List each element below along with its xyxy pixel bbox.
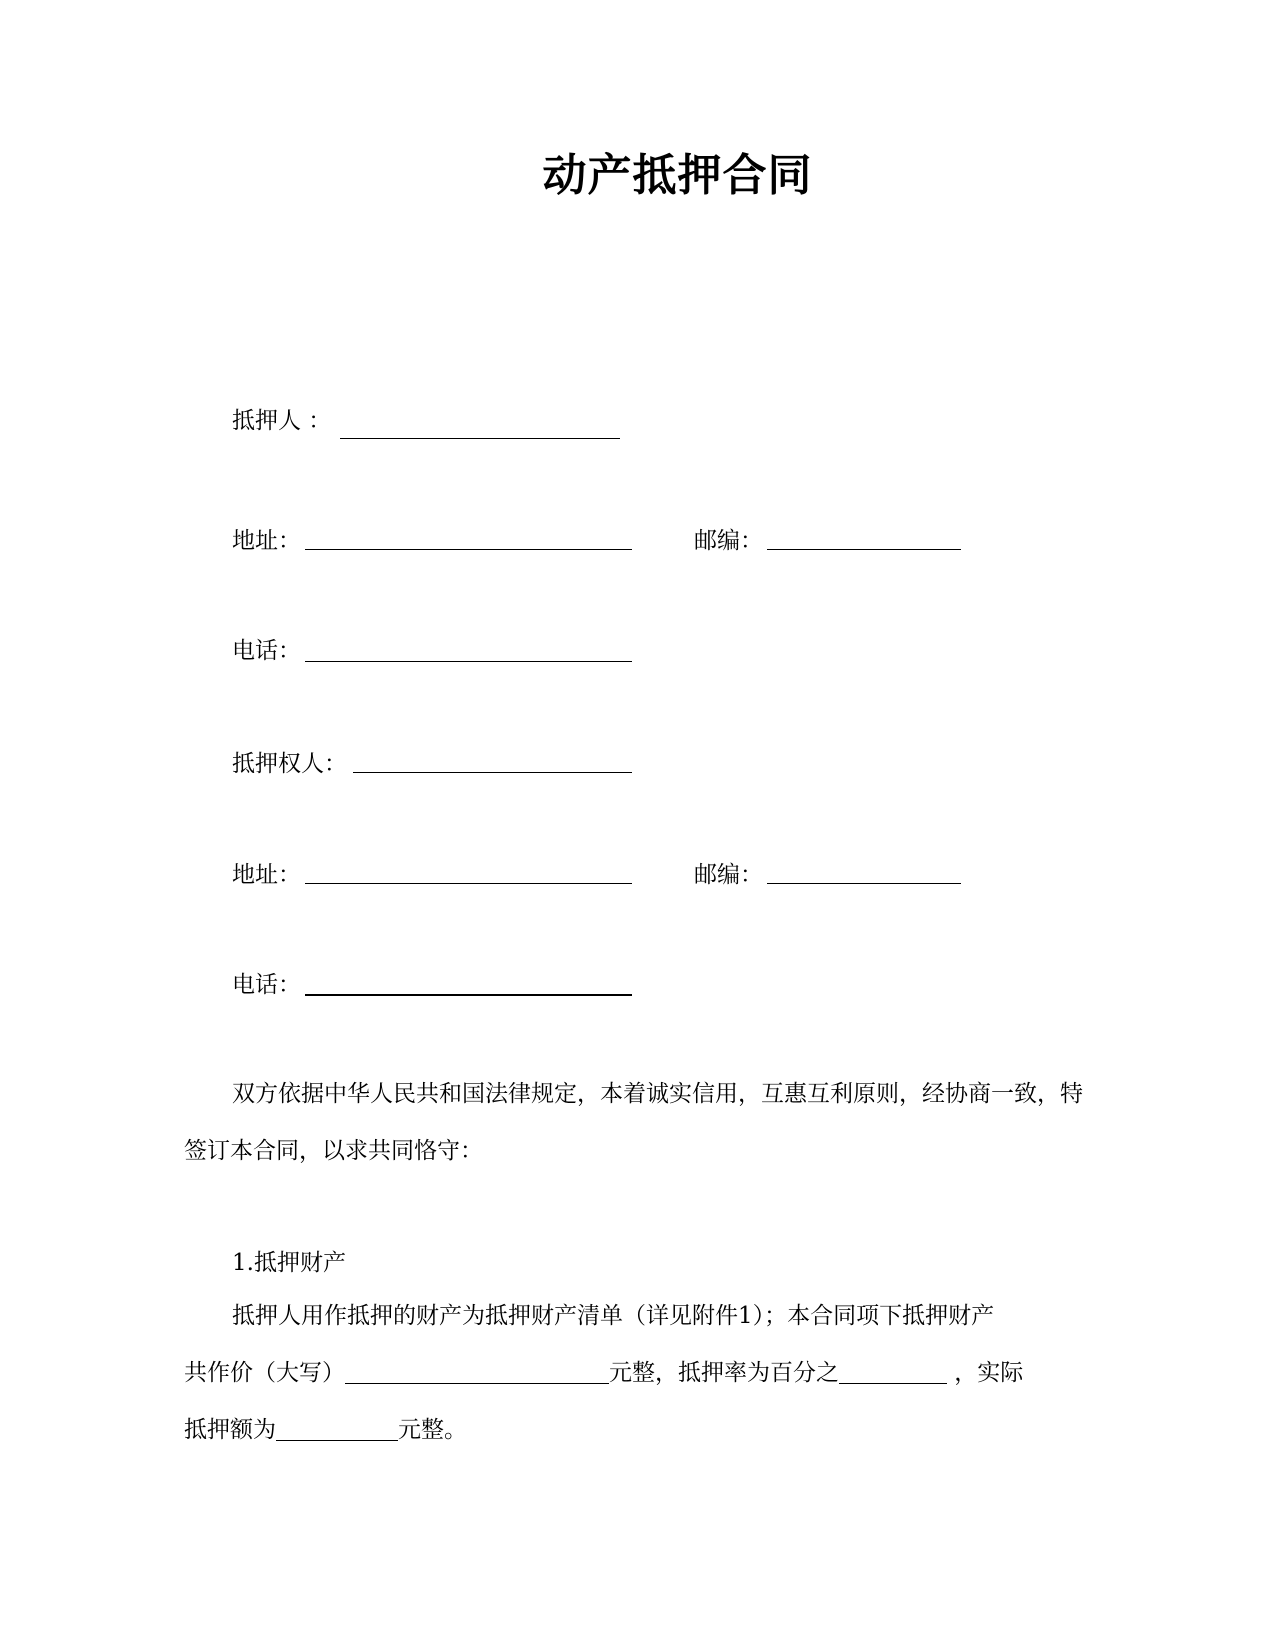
mortgagor-phone-blank[interactable] (305, 661, 632, 662)
section-1-part-a: 共作价（大写） (184, 1360, 345, 1386)
section-1-heading: 1.抵押财产 (232, 1250, 346, 1276)
mortgagor-name-label: 抵押人 ： (232, 408, 332, 434)
preamble-text: 双方依据中华人民共和国法律规定，本着诚实信用，互惠互利原则，经协商一致，特签订本合同，以求共同恪守： (184, 1081, 1083, 1164)
actual-amount-blank[interactable] (276, 1418, 398, 1441)
section-1-part-b: 元整，抵押率为百分之 (609, 1360, 839, 1386)
mortgagee-phone-label: 电话： (232, 972, 301, 998)
mortgagee-postcode-label: 邮编： (694, 862, 763, 888)
page-title: 动产抵押合同 (542, 150, 813, 201)
section-1-part-d: 抵押额为 (184, 1417, 276, 1443)
mortgagee-address-blank[interactable] (305, 883, 632, 884)
section-1-line-1: 抵押人用作抵押的财产为抵押财产清单（详见附件1）；本合同项下抵押财产 (232, 1303, 995, 1329)
preamble-paragraph (184, 1066, 1084, 1180)
mortgagor-phone-label: 电话： (232, 638, 301, 664)
mortgagee-postcode-blank[interactable] (767, 883, 961, 884)
total-value-blank[interactable] (345, 1361, 609, 1384)
section-1-body (184, 1288, 1084, 1459)
mortgagee-address-label: 地址： (232, 862, 301, 888)
mortgagee-name-blank[interactable] (353, 772, 632, 773)
section-1-part-c: ，实际 (947, 1360, 1024, 1386)
mortgagor-name-blank[interactable] (340, 438, 620, 439)
section-1-part-e: 元整。 (398, 1417, 467, 1443)
mortgagor-address-label: 地址： (232, 528, 301, 554)
mortgagor-postcode-label: 邮编： (694, 528, 763, 554)
mortgagee-phone-blank[interactable] (305, 994, 632, 996)
mortgagor-address-blank[interactable] (305, 549, 632, 550)
mortgagee-name-label: 抵押权人： (232, 751, 347, 777)
mortgagor-postcode-blank[interactable] (767, 549, 961, 550)
mortgage-rate-blank[interactable] (839, 1361, 947, 1384)
